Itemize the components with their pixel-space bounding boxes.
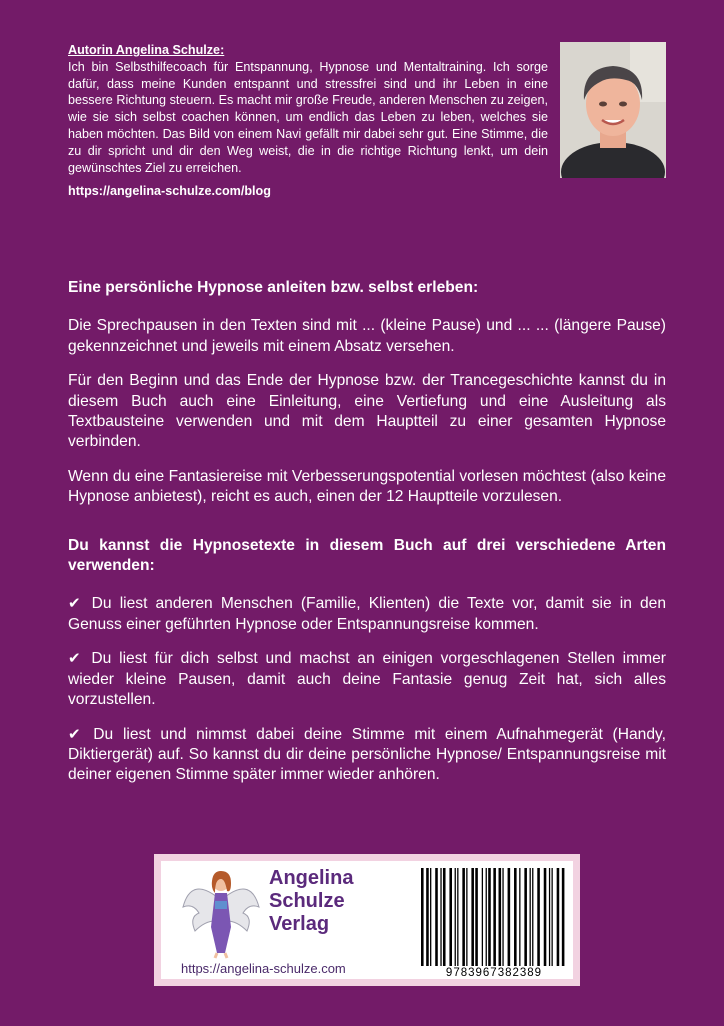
barcode-bar (549, 868, 550, 966)
barcode-bar (440, 868, 441, 966)
barcode-bar (499, 868, 502, 966)
barcode-bar (524, 868, 527, 966)
publisher-name-line: Schulze (269, 890, 345, 912)
author-blog-link[interactable]: https://angelina-schulze.com/blog (68, 184, 271, 199)
barcode-bar (475, 868, 478, 966)
section-heading-usage: Du kannst die Hypnosetexte in diesem Buch auf drei verschiedene Arten verwenden: (68, 536, 666, 575)
list-item-text: Du liest und nimmst dabei deine Stimme mit einem Aufnahmegerät (Handy, Diktiergerät) auf. So kannst du dir deine persönliche Hypnose/ Entspannungsreise mit deiner eigenen Stimme später immer wieder anhören. (68, 725, 666, 784)
barcode-bar (482, 868, 483, 966)
main-content (68, 278, 666, 800)
barcode-bar (435, 868, 438, 966)
checkmark-icon: ✔ (68, 595, 81, 613)
isbn-number: 9783967382389 (445, 967, 543, 979)
angel-logo-icon (181, 867, 261, 959)
list-item-text: Du liest für dich selbst und machst an einigen vorgeschlagenen Stellen immer wieder kleine Pausen, damit auch deine Fantasie genug Zeit hat, sich alles vorzustellen. (68, 650, 666, 709)
barcode-bar (562, 868, 565, 966)
author-heading: Autorin Angelina Schulze: (68, 43, 225, 57)
author-bio-block (68, 42, 548, 200)
barcode-bar (532, 868, 533, 966)
publisher-website-link[interactable]: https://angelina-schulze.com (181, 961, 346, 976)
checkmark-icon: ✔ (68, 725, 81, 743)
barcode-bar (486, 868, 487, 966)
barcode-bar (443, 868, 446, 966)
publisher-panel (161, 861, 573, 979)
paragraph: Für den Beginn und das Ende der Hypnose bzw. der Trancegeschichte kannst du in diesem Buch auch eine Einleitung, eine Vertiefung und eine Ausleitung als Textbausteine verwenden und mit dem Hauptteil zu einer gesamten Hypnose verbinden. (68, 372, 666, 451)
barcode-bar (471, 868, 474, 966)
publisher-name-line: Verlag (269, 913, 330, 935)
publisher-footer (154, 854, 580, 986)
paragraph: Wenn du eine Fantasiereise mit Verbesserungspotential vorlesen möchtest (also keine Hypnose anbietest), reicht es auch, einen der 12 Hauptteile vorzulesen. (68, 467, 666, 506)
barcode-bar (426, 868, 429, 966)
publisher-name-line: Angelina (269, 867, 354, 889)
publisher-name (269, 867, 353, 936)
barcode-bar (530, 868, 531, 966)
barcode-bar (455, 868, 456, 966)
barcode-bar (430, 868, 431, 966)
paragraph: Die Sprechpausen in den Texten sind mit ... (kleine Pause) und ... ... (längere Pause) gekennzeichnet und jeweils mit einem Absatz versehen. (68, 317, 666, 355)
barcode-bar (537, 868, 540, 966)
barcode-bar (421, 868, 424, 966)
barcode-bar (462, 868, 465, 966)
barcode-bar (502, 868, 503, 966)
barcode-bar (457, 868, 458, 966)
barcode-bar (552, 868, 553, 966)
isbn-barcode (419, 868, 569, 970)
list-item (68, 594, 666, 635)
list-item (68, 725, 666, 786)
list-item (68, 649, 666, 710)
barcode-bar (493, 868, 496, 966)
barcode-bar (488, 868, 491, 966)
author-bio-text: Ich bin Selbsthilfecoach für Entspannung, Hypnose und Mentaltraining. Ich sorge dafür, dass meine Kunden entspannt und stressfrei sind und ihr Leben in eine bessere Richtung steuern. Es macht mir große Freude, anderen Menschen zu zeigen, wie sie sich selbst coachen können, um endlich das Leben zu leben, welches sie haben möchten. Das Bild von einem Navi gefällt mir dabei sehr gut. Eine Stimme, die zu dir spricht und dir den Weg weist, die in die richtige Richtung lenkt, um dein gewünschtes Ziel zu erreichen. (68, 59, 548, 175)
barcode-bar (449, 868, 452, 966)
barcode-bar (508, 868, 511, 966)
barcode-bar (514, 868, 517, 966)
list-item-text: Du liest anderen Menschen (Familie, Klienten) die Texte vor, damit sie in den Genuss einer geführten Hypnose oder Entspannungsreise kommen. (68, 595, 666, 633)
author-photo (560, 42, 666, 178)
barcode-bar (466, 868, 467, 966)
section-heading-hypnosis: Eine persönliche Hypnose anleiten bzw. selbst erleben: (68, 279, 479, 296)
barcode-bar (519, 868, 520, 966)
checkmark-icon: ✔ (68, 650, 81, 668)
barcode-bar (557, 868, 560, 966)
barcode-bar (544, 868, 547, 966)
